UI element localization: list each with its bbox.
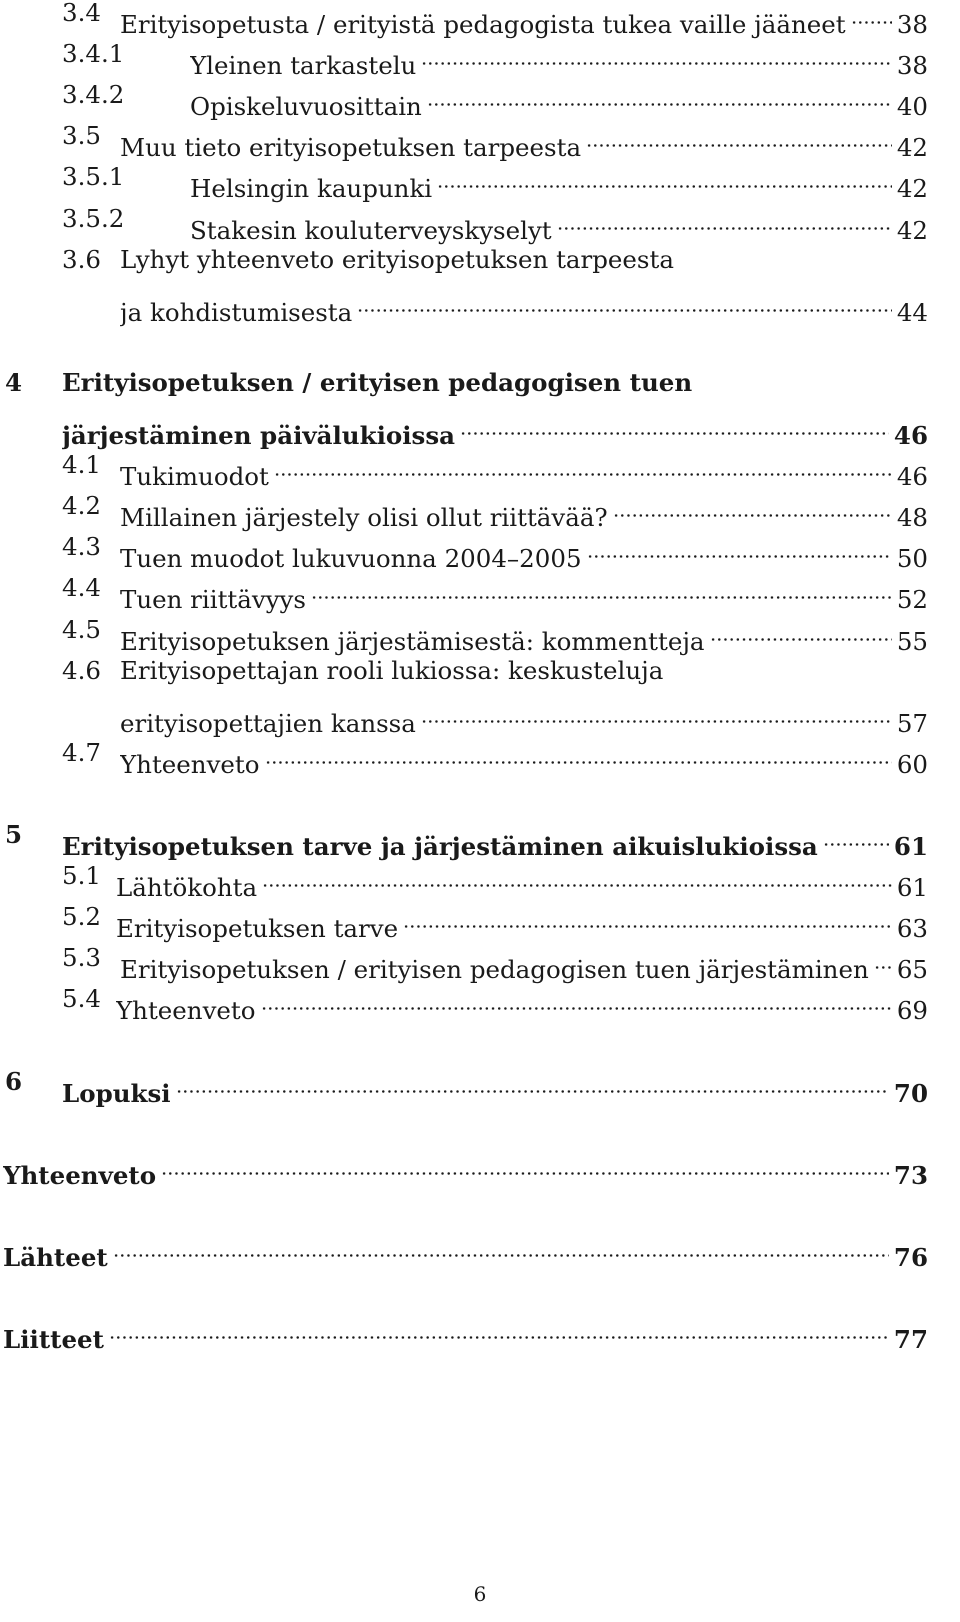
toc-leader-dots bbox=[871, 938, 895, 978]
toc-entry bbox=[0, 527, 960, 574]
toc-leader-dots bbox=[259, 856, 895, 896]
toc-entry-page: 46 bbox=[893, 421, 928, 450]
toc-entry-page: 76 bbox=[893, 1243, 928, 1272]
toc-leader-dots bbox=[434, 157, 895, 197]
toc-leader-dots bbox=[262, 733, 895, 773]
toc-entry-title: ja kohdistumisesta bbox=[120, 297, 353, 327]
toc-leader-dots bbox=[308, 568, 895, 608]
toc-entry-number: 4.4 bbox=[62, 573, 101, 603]
toc-entry-number: 4.7 bbox=[62, 737, 101, 767]
toc-entry-page: 48 bbox=[896, 503, 928, 533]
toc-entry-page: 46 bbox=[896, 462, 928, 492]
toc-entry bbox=[0, 34, 960, 81]
toc-entry-number: 6 bbox=[5, 1066, 23, 1096]
toc-entry-page: 38 bbox=[896, 51, 928, 81]
toc-leader-dots bbox=[418, 34, 894, 74]
toc-entry-body bbox=[120, 733, 928, 785]
toc-entry bbox=[0, 856, 960, 903]
toc-entry-body bbox=[3, 1308, 928, 1360]
toc-entry-title: Liitteet bbox=[3, 1325, 104, 1355]
toc-entry-number: 3.4 bbox=[62, 0, 101, 27]
toc-entry bbox=[0, 486, 960, 533]
toc-leader-dots bbox=[158, 1144, 892, 1184]
toc-entry-title: Tuen muodot lukuvuonna 2004–2005 bbox=[120, 544, 582, 574]
toc-leader-dots bbox=[258, 979, 895, 1019]
toc-entry-title: Lähtökohta bbox=[116, 873, 258, 903]
toc-entry-page: 63 bbox=[896, 914, 928, 944]
toc-entry-number: 4.3 bbox=[62, 532, 101, 562]
toc-entry-number: 5.2 bbox=[62, 902, 101, 932]
toc-entry-page: 70 bbox=[893, 1078, 928, 1108]
toc-leader-dots bbox=[271, 445, 895, 485]
toc-entry bbox=[0, 240, 960, 280]
toc-leader-dots bbox=[820, 815, 892, 855]
toc-entry bbox=[0, 445, 960, 492]
toc-entry bbox=[0, 938, 960, 985]
toc-entry-page: 61 bbox=[893, 832, 928, 861]
toc-entry-page: 52 bbox=[896, 585, 928, 615]
toc-leader-dots bbox=[584, 527, 895, 567]
toc-entry-number: 3.5.1 bbox=[62, 162, 125, 192]
toc-entry-title: Stakesin kouluterveyskyselyt bbox=[190, 215, 552, 245]
toc-leader-dots bbox=[554, 199, 895, 239]
toc-entry-title: Erityisopetusta / erityistä pedagogista tukea vaille jääneet bbox=[120, 10, 846, 39]
toc-entry-page: 69 bbox=[896, 996, 928, 1026]
toc-entry-title: Helsingin kaupunki bbox=[190, 174, 433, 204]
toc-entry-title: järjestäminen päivälukioissa bbox=[62, 421, 455, 450]
toc-entry bbox=[0, 157, 960, 204]
toc-leader-dots bbox=[354, 281, 895, 321]
toc-entry bbox=[0, 281, 960, 327]
toc-entry-body bbox=[3, 1226, 928, 1278]
toc-entry bbox=[0, 979, 960, 1026]
toc-entry-title: Lähteet bbox=[3, 1243, 108, 1272]
toc-entry-title: Erityisopetuksen / erityisen pedagogisen tuen bbox=[62, 367, 693, 397]
toc-entry-body bbox=[116, 979, 928, 1031]
toc-entry-number: 4.1 bbox=[62, 450, 101, 480]
toc-entry-number: 5 bbox=[5, 820, 23, 849]
toc-entry-number: 4.2 bbox=[62, 491, 101, 521]
toc-entry bbox=[0, 199, 960, 245]
toc-entry bbox=[0, 116, 960, 163]
toc-entry-number: 5.1 bbox=[62, 861, 101, 891]
toc-entry-title: Lopuksi bbox=[62, 1078, 171, 1108]
toc-leader-dots bbox=[848, 0, 895, 33]
toc-leader-dots bbox=[707, 610, 895, 650]
toc-entry-title: Yhteenveto bbox=[116, 996, 256, 1026]
toc-entry-title: Millainen järjestely olisi ollut riittävää? bbox=[120, 503, 608, 533]
toc-entry-number: 3.5.2 bbox=[62, 203, 125, 233]
toc-entry-title: Yhteenveto bbox=[3, 1160, 157, 1190]
toc-entry-title: Erityisopettajan rooli lukiossa: keskusteluja bbox=[120, 655, 664, 685]
toc-entry bbox=[0, 692, 960, 738]
toc-entry bbox=[0, 897, 960, 944]
toc-leader-dots bbox=[457, 404, 892, 444]
toc-entry-page: 55 bbox=[896, 626, 928, 656]
toc-entry-number: 3.6 bbox=[62, 244, 101, 274]
toc-entry-body bbox=[62, 1062, 928, 1114]
toc-entry-page: 60 bbox=[896, 749, 928, 779]
toc-entry-number: 5.4 bbox=[62, 984, 101, 1014]
toc-leader-dots bbox=[583, 116, 895, 156]
toc-entry-page: 42 bbox=[896, 133, 928, 163]
toc-entry-number: 4 bbox=[5, 367, 23, 397]
toc-entry-title: Tukimuodot bbox=[120, 462, 269, 492]
toc-entry bbox=[0, 75, 960, 122]
page-number: 6 bbox=[473, 1582, 487, 1606]
toc-entry-number: 4.6 bbox=[62, 655, 101, 685]
toc-entry bbox=[0, 1062, 960, 1108]
toc-entry-number: 3.4.2 bbox=[62, 80, 125, 110]
toc-entry-number: 5.3 bbox=[62, 943, 101, 973]
toc-entry-body bbox=[3, 1144, 928, 1196]
toc-entry-page: 61 bbox=[896, 873, 928, 903]
toc-entry bbox=[0, 733, 960, 779]
toc-leader-dots bbox=[400, 897, 895, 937]
toc-entry bbox=[0, 651, 960, 691]
toc-entry-body bbox=[120, 240, 928, 280]
toc-entry-page: 40 bbox=[896, 92, 928, 122]
toc-leader-dots bbox=[173, 1062, 892, 1102]
toc-entry-number: 3.4.1 bbox=[62, 39, 125, 69]
toc-entry-number: 4.5 bbox=[62, 614, 101, 644]
toc-entry-title: Erityisopetuksen järjestämisestä: kommentteja bbox=[120, 626, 705, 656]
toc-entry-title: Tuen riittävyys bbox=[120, 585, 306, 615]
toc-entry bbox=[0, 815, 960, 861]
toc-entry bbox=[0, 0, 960, 39]
toc-entry bbox=[0, 404, 960, 450]
toc-entry-page: 50 bbox=[896, 544, 928, 574]
toc-entry bbox=[0, 568, 960, 615]
toc-entry-title: Yleinen tarkastelu bbox=[190, 51, 417, 81]
toc-entry-title: Erityisopetuksen tarve ja järjestäminen aikuislukioissa bbox=[62, 832, 818, 861]
toc-leader-dots bbox=[418, 692, 895, 732]
toc-entry-body bbox=[120, 651, 928, 691]
toc-entry-page: 42 bbox=[896, 174, 928, 204]
toc-entry-page: 73 bbox=[893, 1160, 928, 1190]
toc-entry-title: Yhteenveto bbox=[120, 749, 260, 779]
toc-entry-title: erityisopettajien kanssa bbox=[120, 708, 416, 738]
toc-entry bbox=[0, 1226, 960, 1272]
toc-entry-title: Lyhyt yhteenveto erityisopetuksen tarpeesta bbox=[120, 244, 674, 274]
toc-entry-number: 3.5 bbox=[62, 121, 101, 151]
toc-leader-dots bbox=[424, 75, 895, 115]
toc-leader-dots bbox=[610, 486, 895, 526]
toc-entry-page: 44 bbox=[896, 297, 928, 327]
toc-entry-page: 65 bbox=[896, 955, 928, 985]
toc-entry-page: 77 bbox=[893, 1325, 928, 1355]
toc-leader-dots bbox=[106, 1308, 892, 1348]
toc-entry bbox=[0, 1144, 960, 1190]
toc-entry bbox=[0, 363, 960, 403]
toc-entry-page: 42 bbox=[896, 215, 928, 245]
toc-entry-title: Erityisopetuksen tarve bbox=[116, 914, 399, 944]
toc-entry-title: Opiskeluvuosittain bbox=[190, 92, 422, 122]
toc-leader-dots bbox=[110, 1226, 892, 1266]
toc-entry-body bbox=[120, 281, 928, 333]
toc-entry-page: 57 bbox=[896, 708, 928, 738]
toc-entry-title: Erityisopetuksen / erityisen pedagogisen tuen järjestäminen bbox=[120, 955, 869, 985]
toc-entry-page: 38 bbox=[896, 10, 928, 39]
toc-entry bbox=[0, 1308, 960, 1355]
toc-entry-title: Muu tieto erityisopetuksen tarpeesta bbox=[120, 133, 582, 163]
toc-entry-body bbox=[62, 363, 928, 403]
toc-entry bbox=[0, 610, 960, 656]
